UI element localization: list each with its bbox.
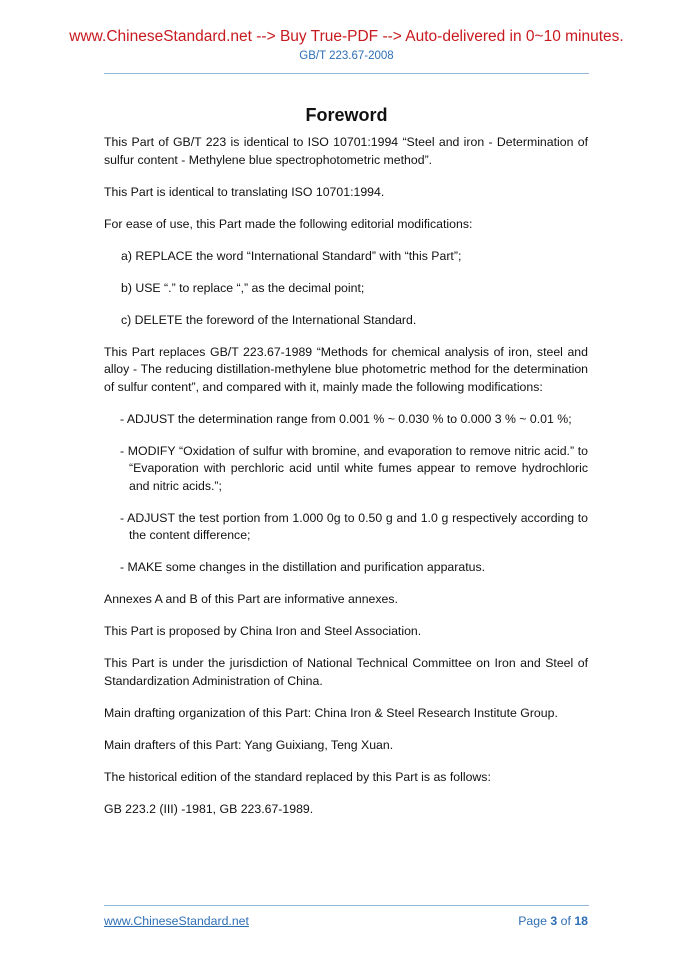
page-total: 18 [574,914,588,928]
paragraph-annexes: Annexes A and B of this Part are informative annexes. [104,592,398,606]
footer-divider [104,905,589,906]
paragraph-identity: This Part of GB/T 223 is identical to ISO 10701:1994 “Steel and iron - Determination of sulfur content - Methylene blue spectrophotometric method”. [104,135,588,167]
editorial-item: a) REPLACE the word “International Standard” with “this Part”; [121,248,462,263]
page-of: of [560,914,571,928]
editorial-item: c) DELETE the foreword of the International Standard. [121,312,417,327]
paragraph-editorial-intro: For ease of use, this Part made the following editorial modifications: [104,216,473,231]
paragraph-proposed-by: This Part is proposed by China Iron and Steel Association. [104,624,422,638]
modification-item: - MAKE some changes in the distillation and purification apparatus. [120,560,486,574]
paragraph-history-intro: The historical edition of the standard replaced by this Part is as follows: [104,769,491,784]
paragraph-translation: This Part is identical to translating ISO 10701:1994. [104,184,385,199]
page-title: Foreword [305,105,388,126]
document-code: GB/T 223.67-2008 [299,50,394,62]
editorial-item: b) USE “.” to replace “,” as the decimal point; [121,280,365,295]
paragraph-replacement: This Part replaces GB/T 223.67-1989 “Methods for chemical analysis of iron, steel and alloy - The reducing distillation-methylene blue photometric method for the determination of sulfur content”, and compared with it, mainly made the following modifications: [104,344,588,394]
modification-item: - ADJUST the determination range from 0.001 % ~ 0.030 % to 0.000 3 % ~ 0.01 %; [120,411,572,426]
document-body [104,134,588,833]
paragraph-drafters: Main drafters of this Part: Yang Guixiang, Teng Xuan. [104,737,394,752]
page-indicator [518,914,588,928]
paragraph-jurisdiction: This Part is under the jurisdiction of National Technical Committee on Iron and Steel of Standardization Administration of China. [104,656,588,688]
header-banner[interactable]: www.ChineseStandard.net --> Buy True-PDF --> Auto-delivered in 0~10 minutes. [69,28,624,45]
footer-website-link[interactable]: www.ChineseStandard.net [104,914,249,928]
paragraph-history-editions: GB 223.2 (III) -1981, GB 223.67-1989. [104,801,314,816]
modification-item: - MODIFY “Oxidation of sulfur with bromine, and evaporation to remove nitric acid.” to “Evaporation with perchloric acid until white fumes appear to remove hydrochloric and nitric acids.”; [120,443,588,493]
modification-item: - ADJUST the test portion from 1.000 0g to 0.50 g and 1.0 g respectively according to the content difference; [120,510,588,542]
paragraph-drafting-organization: Main drafting organization of this Part: China Iron & Steel Research Institute Group. [104,705,558,720]
header-divider [104,73,589,74]
page-current: 3 [550,914,558,928]
page-prefix: Page [518,914,547,928]
